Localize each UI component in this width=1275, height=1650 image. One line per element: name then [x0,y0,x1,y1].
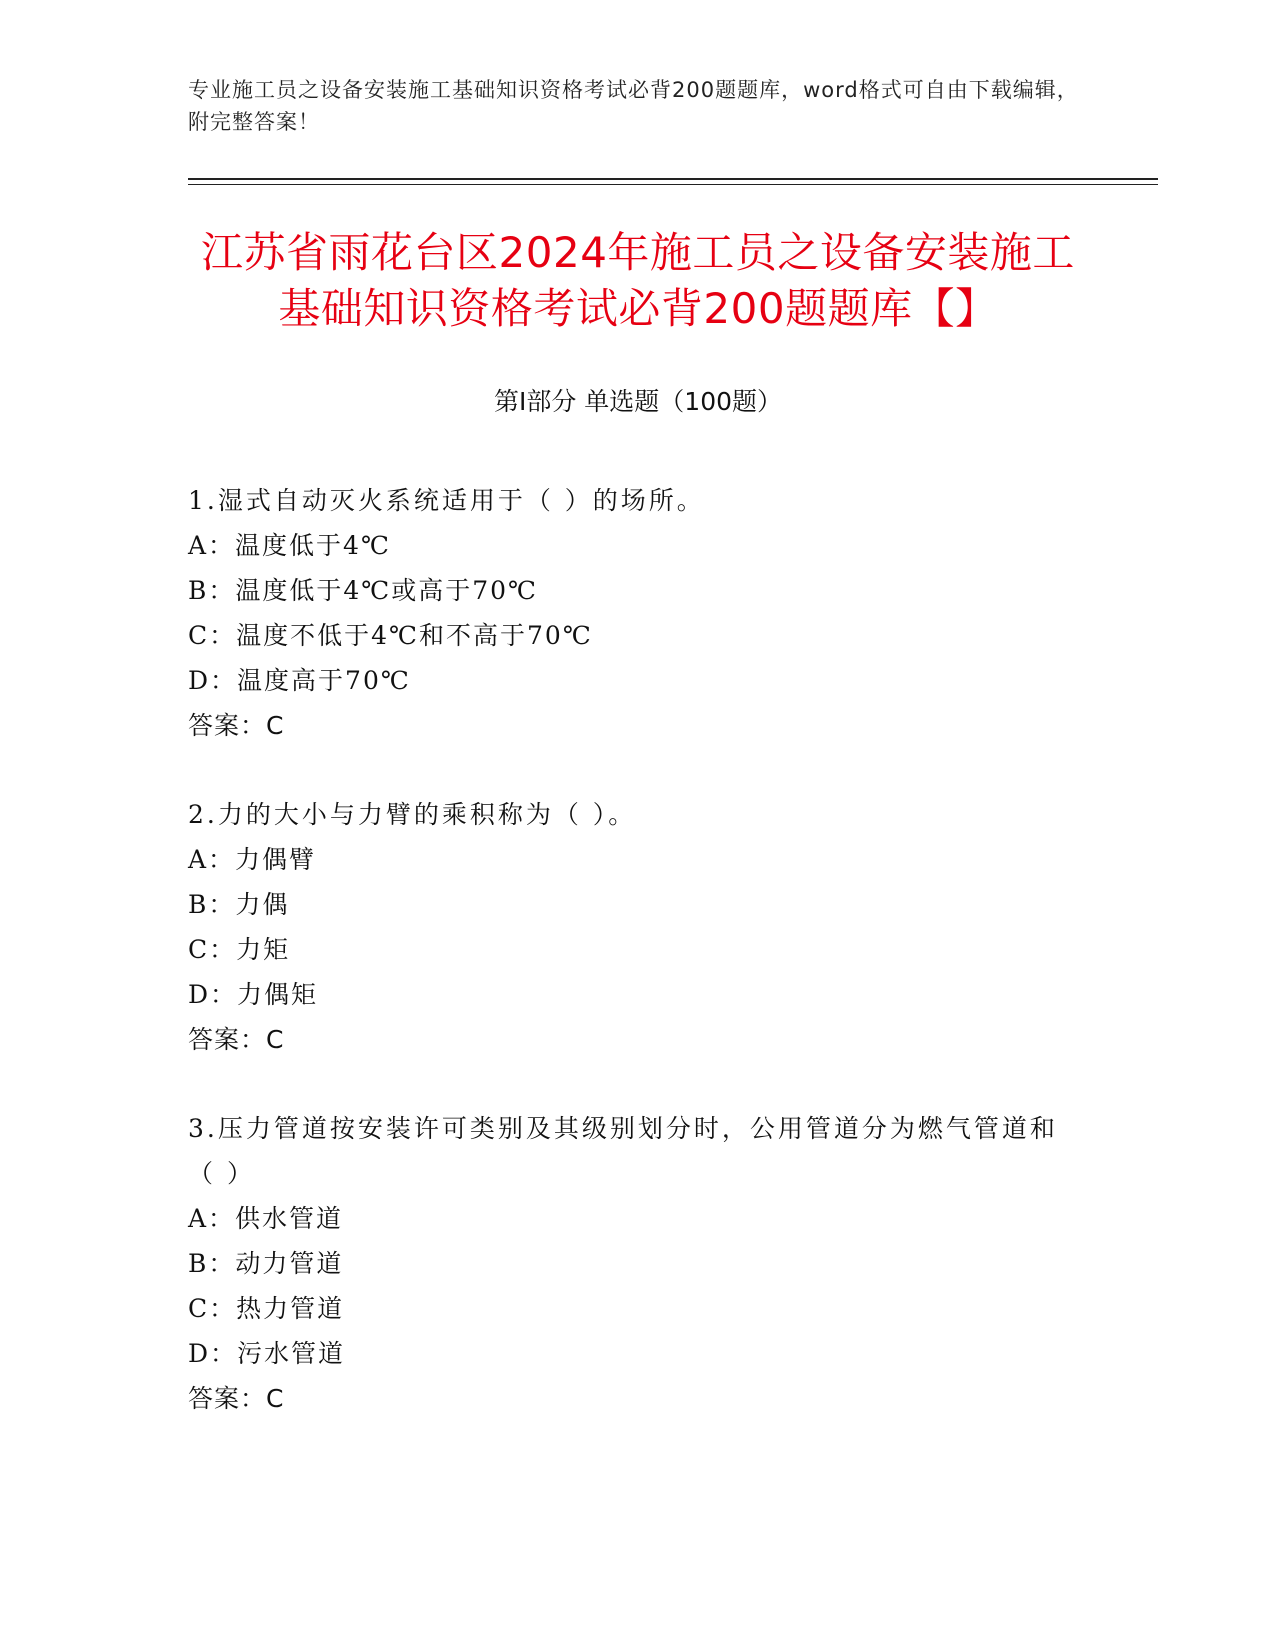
option-c: C：热力管道 [188,1294,345,1323]
question-stem: 2.力的大小与力臂的乘积称为（ ）。 [188,800,637,829]
option-d: D：力偶矩 [188,980,319,1009]
option-c: C：温度不低于4℃和不高于70℃ [188,621,593,650]
header-divider-thin [188,184,1158,185]
question-answer: 答案：C [188,1025,285,1054]
question-answer: 答案：C [188,1384,285,1413]
option-a: A：供水管道 [188,1204,344,1233]
question-answer: 答案：C [188,711,285,740]
question-item-3 [188,1106,1068,1421]
option-a: A：温度低于4℃ [188,531,391,560]
question-list [188,478,1068,1465]
option-a: A：力偶臂 [188,845,317,874]
option-d: D：温度高于70℃ [188,666,411,695]
option-b: B：动力管道 [188,1249,344,1278]
header-divider-thick [188,178,1158,180]
option-c: C：力矩 [188,935,291,964]
option-b: B：力偶 [188,890,290,919]
question-item-2 [188,792,1068,1062]
question-item-1 [188,478,1068,748]
question-stem: 1.湿式自动灭火系统适用于（ ）的场所。 [188,486,705,515]
document-header-note: 专业施工员之设备安装施工基础知识资格考试必背200题题库，word格式可自由下载编辑，附完整答案！ [188,78,1079,134]
option-b: B：温度低于4℃或高于70℃ [188,576,539,605]
section-heading: 第Ⅰ部分 单选题（100题） [493,387,783,416]
option-d: D：污水管道 [188,1339,346,1368]
question-stem: 3.压力管道按安装许可类别及其级别划分时，公用管道分为燃气管道和（ ） [188,1114,1058,1188]
document-title: 江苏省雨花台区2024年施工员之设备安装施工基础知识资格考试必背200题题库【】 [201,228,1075,333]
